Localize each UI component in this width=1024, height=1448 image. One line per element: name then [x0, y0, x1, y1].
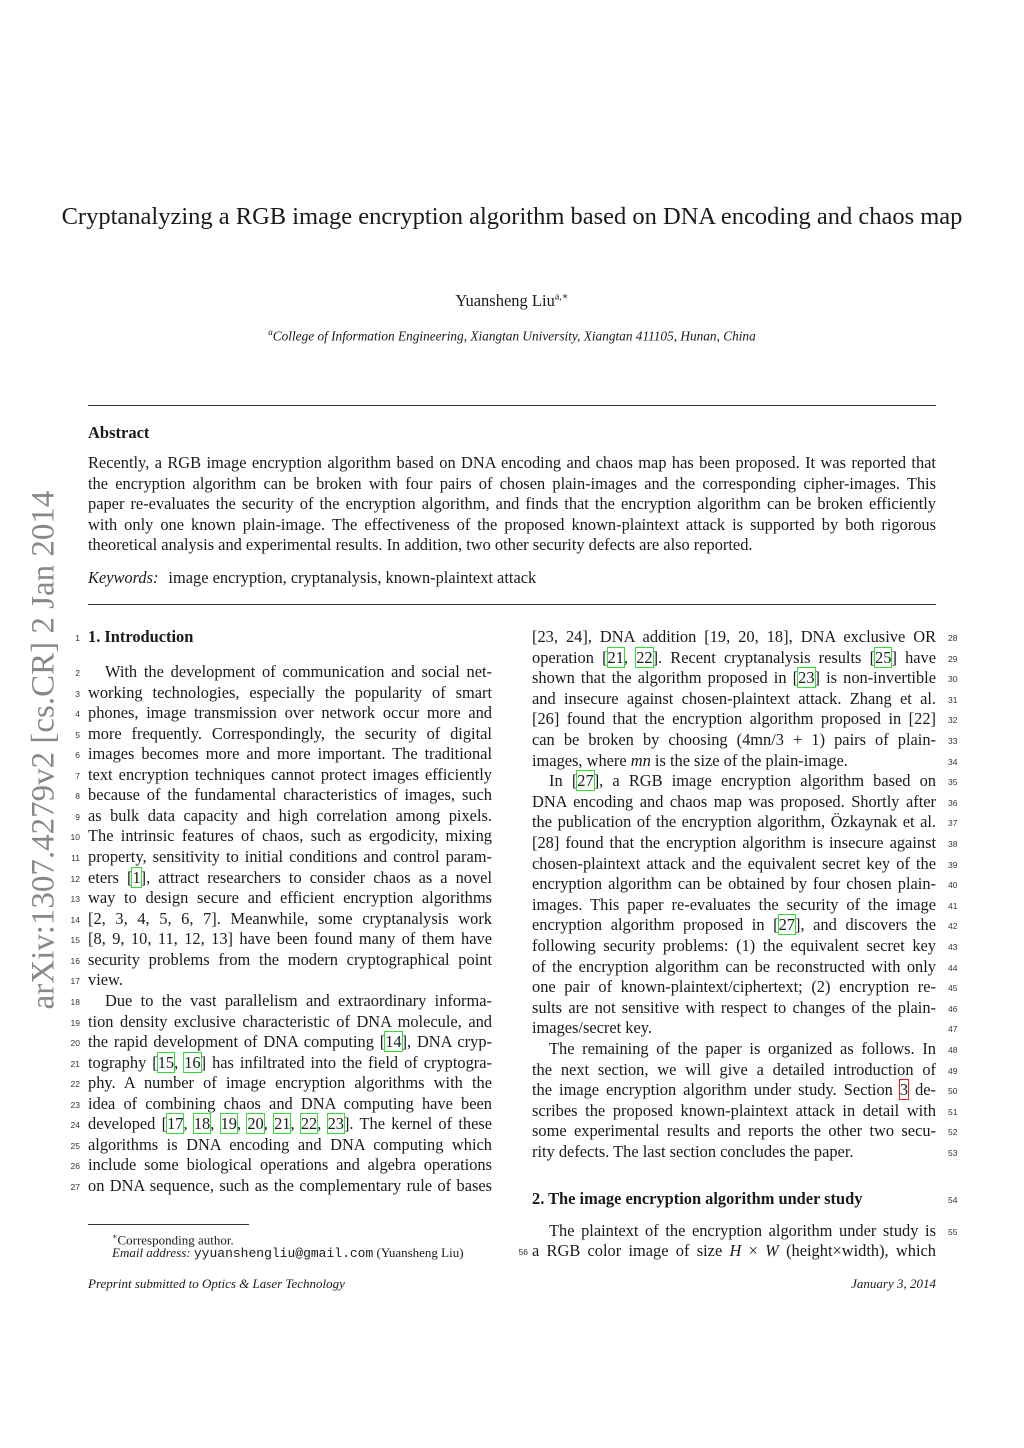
line-number: 36 — [948, 797, 958, 808]
text-line: some experimental results and reports the other two secu- — [532, 1121, 936, 1141]
line-number: 22 — [70, 1079, 80, 1090]
line-number: 39 — [948, 859, 958, 870]
text-line: on DNA sequence, such as the complementary rule of bases — [88, 1176, 492, 1195]
arxiv-stamp: arXiv:1307.4279v2 [cs.CR] 2 Jan 2014 — [25, 490, 62, 1010]
affiliation-text: College of Information Engineering, Xiangtan University, Xiangtan 411105, Hunan, China — [272, 328, 756, 344]
line-number: 7 — [75, 770, 80, 781]
text-line: images, where mn is the size of the plain-image. — [532, 750, 848, 770]
text-line: working technologies, especially the popularity of smart — [88, 682, 492, 702]
text-line: The plaintext of the encryption algorithm under study is — [549, 1221, 936, 1240]
line-number: 16 — [70, 955, 80, 966]
author-name: Yuansheng Liu — [455, 291, 555, 310]
text-line: scribes the proposed known-plaintext attack in detail with — [532, 1100, 936, 1120]
text-line: encryption algorithm can be obtained by four chosen plain- — [532, 874, 936, 894]
email-owner: (Yuansheng Liu) — [376, 1245, 464, 1260]
text-line: and insecure against chosen-plaintext attack. Zhang et al. — [532, 688, 936, 708]
text-line: [2, 3, 4, 5, 6, 7]. Meanwhile, some cryptanalysis work — [88, 908, 492, 928]
text-line: [8, 9, 10, 11, 12, 13] have been found many of them have — [88, 929, 492, 949]
line-number: 8 — [75, 791, 80, 802]
line-number: 49 — [948, 1065, 958, 1076]
citation-link[interactable]: 25 — [875, 647, 892, 667]
citation-link[interactable]: 27 — [778, 915, 795, 935]
line-number: 37 — [948, 818, 958, 829]
line-number: 10 — [70, 832, 80, 843]
affiliation-mark: a — [268, 327, 273, 337]
text-line: encryption algorithm proposed in [27], and discovers the — [532, 915, 936, 935]
text-line: eters [1], attract researchers to consider chaos as a novel — [88, 867, 493, 887]
footer-journal: Preprint submitted to Optics & Laser Technology — [88, 1276, 345, 1291]
text-line: phy. A number of image encryption algorithms with the — [88, 1073, 492, 1093]
abstract-line: with only one known plain-image. The effectiveness of the proposed known-plaintext attack is supported by both rigorous — [88, 514, 936, 534]
line-number: 9 — [75, 811, 80, 822]
abstract-line: paper re-evaluates the security of the encryption algorithm, and finds that the encryption algorithm can be broken efficiently — [88, 494, 936, 513]
line-number: 48 — [948, 1045, 958, 1055]
text-line: sults are not sensitive with respect to changes of the plain- — [532, 997, 936, 1017]
abstract-line: theoretical analysis and experimental results. In addition, two other security defects are also reported. — [88, 535, 753, 554]
line-number: 24 — [70, 1120, 80, 1131]
text-line: developed [17, 18, 19, 20, 21, 22, 23]. The kernel of these — [88, 1114, 493, 1134]
line-number: 2 — [75, 668, 80, 678]
line-number: 11 — [71, 853, 80, 864]
keywords-label: Keywords: — [88, 568, 159, 587]
citation-link[interactable]: 23 — [327, 1114, 344, 1134]
line-number: 25 — [70, 1140, 80, 1151]
text-line: rity defects. The last section concludes the paper. — [532, 1142, 854, 1161]
line-number: 26 — [70, 1161, 80, 1172]
text-line: can be broken by choosing (4mn/3 + 1) pairs of plain- — [532, 730, 936, 749]
line-number: 13 — [70, 894, 80, 905]
line-number: 31 — [948, 694, 958, 705]
text-line: images. This paper re-evaluates the security of the image — [532, 894, 936, 914]
footnote-email — [112, 1245, 464, 1262]
text-line: DNA encoding and chaos map was proposed. Shortly after — [532, 791, 936, 811]
text-line: [26] found that the encryption algorithm proposed in [22] — [532, 709, 936, 729]
section-link[interactable]: 3 — [899, 1080, 909, 1100]
section-heading: 2. The image encryption algorithm under study — [532, 1189, 863, 1208]
line-number: 17 — [70, 976, 80, 987]
text-line: view. — [88, 970, 123, 990]
text-line: way to design secure and efficient encryption algorithms — [88, 888, 492, 908]
line-number: 45 — [948, 983, 958, 994]
abstract-line: the encryption algorithm can be broken with four pairs of chosen plain-images and the corresponding cipher-images. This — [88, 473, 936, 493]
line-number: 21 — [70, 1058, 80, 1069]
footnote-mark: ∗ — [112, 1232, 118, 1241]
citation-link[interactable]: 20 — [247, 1114, 264, 1134]
text-line: one pair of known-plaintext/ciphertext; (2) encryption re- — [532, 977, 936, 997]
text-line: property, sensitivity to initial conditions and control param- — [88, 847, 492, 867]
line-number: 34 — [948, 756, 958, 767]
line-number: 6 — [75, 750, 80, 761]
line-number: 43 — [948, 942, 958, 952]
citation-link[interactable]: 22 — [636, 647, 653, 667]
text-line: include some biological operations and algebra operations — [88, 1155, 492, 1175]
text-line: shown that the algorithm proposed in [23] is non-invertible — [532, 668, 936, 688]
text-line: The intrinsic features of chaos, such as ergodicity, mixing — [88, 826, 492, 846]
text-line: images becomes more and more important. The traditional — [88, 744, 492, 764]
citation-link[interactable]: 19 — [220, 1114, 237, 1134]
line-number: 32 — [948, 715, 958, 726]
footnote-rule — [88, 1224, 249, 1225]
citation-link[interactable]: 14 — [385, 1032, 402, 1052]
text-line: In [27], a RGB image encryption algorithm based on — [549, 771, 937, 791]
abstract-line: Recently, a RGB image encryption algorithm based on DNA encoding and chaos map has been proposed. It was reported that — [88, 453, 936, 472]
text-line: phones, image transmission over network occur more and — [88, 703, 492, 723]
citation-link[interactable]: 21 — [274, 1114, 291, 1134]
citation-link[interactable]: 15 — [157, 1052, 175, 1072]
author-marks: a,∗ — [554, 291, 569, 303]
text-line: following security problems: (1) the equivalent secret key — [532, 936, 936, 955]
text-line: because of the fundamental characteristics of images, such — [88, 785, 492, 805]
text-line: idea of combining chaos and DNA computing have been — [88, 1093, 492, 1113]
line-number: 15 — [70, 935, 80, 946]
text-line: text encryption techniques cannot protect images efficiently — [88, 764, 492, 784]
abstract-heading: Abstract — [88, 423, 150, 442]
footer-date: January 3, 2014 — [851, 1276, 936, 1291]
divider-top — [88, 405, 936, 406]
line-number: 33 — [948, 736, 958, 746]
text-line: [23, 24], DNA addition [19, 20, 18], DNA exclusive OR — [532, 627, 936, 646]
text-line: With the development of communication and social net- — [105, 662, 492, 681]
line-number: 19 — [70, 1017, 80, 1028]
text-line: more frequently. Correspondingly, the security of digital — [88, 723, 492, 743]
email-link[interactable]: yyuanshengliu@gmail.com — [193, 1246, 374, 1261]
text-line: of the encryption algorithm can be reconstructed with only — [532, 956, 936, 976]
text-line: tion density exclusive characteristic of DNA molecule, and — [88, 1011, 492, 1031]
email-label: Email address: — [112, 1245, 191, 1260]
line-number: 55 — [948, 1227, 958, 1237]
text-line: as bulk data capacity and high correlation among pixels. — [88, 805, 492, 825]
line-number: 14 — [70, 914, 80, 925]
citation-link[interactable]: 22 — [300, 1114, 318, 1134]
text-line: [28] found that the encryption algorithm is insecure against — [532, 833, 936, 852]
keywords-text: image encryption, cryptanalysis, known-plaintext attack — [168, 568, 537, 587]
text-line: images/secret key. — [532, 1018, 652, 1038]
text-line: the next section, we will give a detailed introduction of — [532, 1059, 936, 1079]
line-number: 56 — [518, 1247, 528, 1257]
line-number: 40 — [948, 880, 958, 891]
line-number: 42 — [948, 921, 958, 932]
text-line: Due to the vast parallelism and extraordinary informa- — [105, 990, 492, 1010]
text-line: the image encryption algorithm under study. Section 3 de- — [532, 1080, 936, 1100]
line-number: 30 — [948, 674, 958, 685]
line-number: 35 — [948, 777, 958, 788]
line-number: 41 — [948, 900, 958, 911]
line-number: 44 — [948, 962, 958, 973]
line-number: 23 — [70, 1099, 80, 1110]
line-number: 18 — [70, 996, 80, 1007]
text-line: operation [21, 22]. Recent cryptanalysis results [25] have — [532, 647, 937, 667]
citation-link[interactable]: 21 — [607, 647, 624, 667]
line-number: 46 — [948, 1003, 958, 1014]
line-number: 28 — [948, 633, 958, 643]
citation-link[interactable]: 23 — [798, 668, 815, 688]
line-number: 3 — [75, 688, 80, 699]
affiliation — [0, 327, 1024, 344]
text-line: security problems from the modern cryptographical point — [88, 949, 492, 969]
line-number: 1 — [75, 633, 80, 643]
line-number: 29 — [948, 653, 958, 664]
line-number: 52 — [948, 1127, 958, 1138]
text-line: the rapid development of DNA computing [14], DNA cryp- — [88, 1032, 492, 1052]
citation-link[interactable]: 17 — [167, 1114, 184, 1134]
text-line: The remaining of the paper is organized as follows. In — [549, 1039, 936, 1058]
line-number: 4 — [75, 709, 80, 720]
line-number: 12 — [70, 873, 80, 884]
text-line: algorithms is DNA encoding and DNA computing which — [88, 1134, 492, 1154]
line-number: 54 — [948, 1195, 958, 1205]
line-number: 20 — [70, 1038, 80, 1049]
line-number: 50 — [948, 1086, 958, 1097]
line-number: 51 — [948, 1106, 958, 1117]
text-line: the publication of the encryption algorithm, Özkaynak et al. — [532, 812, 936, 832]
line-number: 27 — [70, 1182, 80, 1192]
citation-link[interactable]: 1 — [132, 867, 141, 887]
citation-link[interactable]: 18 — [193, 1114, 211, 1134]
keywords — [88, 568, 536, 588]
citation-link[interactable]: 27 — [577, 771, 594, 791]
section-heading: 1. Introduction — [88, 627, 194, 646]
paper-title: Cryptanalyzing a RGB image encryption algorithm based on DNA encoding and chaos map — [61, 203, 963, 230]
text-line: tography [15, 16] has infiltrated into the field of cryptogra- — [88, 1052, 492, 1072]
text-line: chosen-plaintext attack and the equivalent secret key of the — [532, 853, 936, 873]
text-line: a RGB color image of size H × W (height×width), which — [532, 1241, 936, 1260]
footnote-text: Corresponding author. — [117, 1232, 234, 1248]
line-number: 38 — [948, 839, 958, 849]
author — [0, 291, 1024, 311]
line-number: 5 — [75, 729, 80, 740]
line-number: 47 — [948, 1024, 958, 1035]
line-number: 53 — [948, 1148, 958, 1158]
citation-link[interactable]: 16 — [184, 1052, 201, 1072]
divider-bottom — [88, 604, 936, 605]
